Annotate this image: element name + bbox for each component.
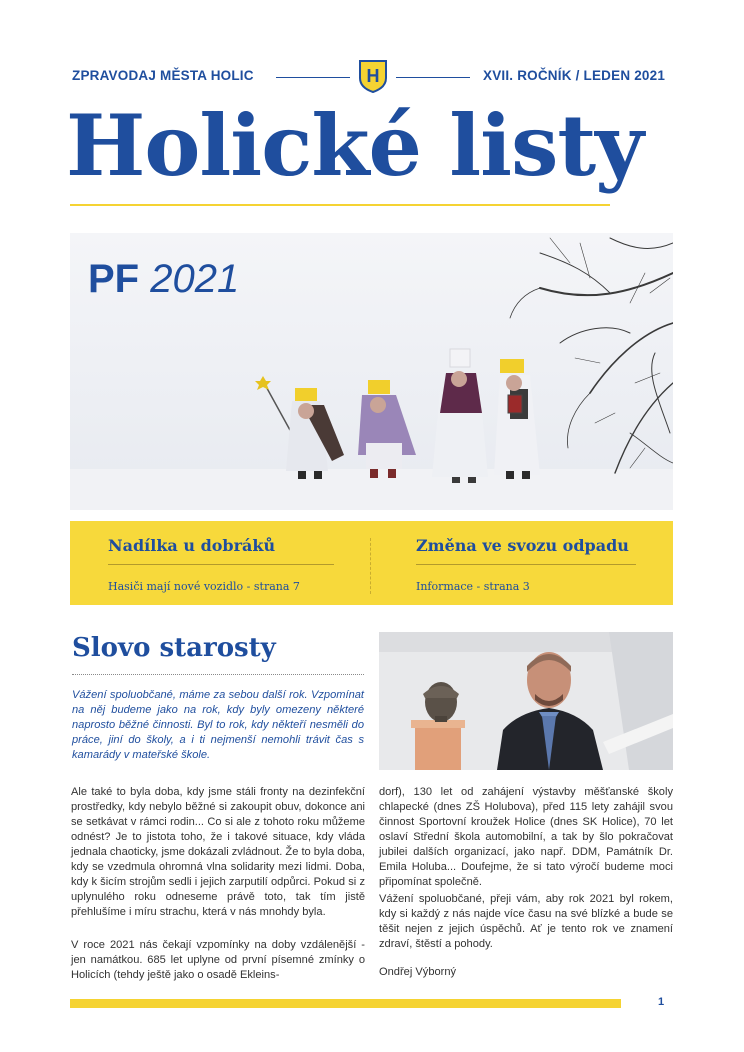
header-divider-left <box>276 77 350 78</box>
pf-year: 2021 <box>150 257 240 301</box>
pf-label: PF <box>88 257 140 301</box>
newsletter-label: ZPRAVODAJ MĚSTA HOLIC <box>72 68 254 83</box>
masthead-rule <box>70 204 610 206</box>
holice-crest-icon <box>359 60 387 93</box>
article-signature: Ondřej Výborný <box>379 966 457 978</box>
article-intro: Vážení spoluobčané, máme za sebou další rok. Vzpomínat na něj budeme jako na rok, kdy byly omezeny některé naprosto běžné činnosti. Byl to rok, kdy někteří nesměli do práce, jiní do školy, a i ti nejmenší nemohli trávit čas s kamarády v mateřské škole. <box>72 689 364 761</box>
teaser-right-rule <box>416 564 636 565</box>
teaser-right-sub[interactable]: Informace - strana 3 <box>416 580 530 593</box>
header-divider-right <box>396 77 470 78</box>
teaser-right-headline[interactable]: Změna ve svozu odpadu <box>416 536 629 555</box>
article-paragraph-3: dorf), 130 let od zahájení výstavby měšťanské školy chlapecké (dnes ZŠ Holubova), před 115 lety zahájil svou činnost Sportovní kroužek Holice (dnes SK Holice), 70 let oslaví Střední škola automobilní, a tak by šlo pokračovat jubilei dalších organizací, jako např. DDM, Památník Dr. Emila Holuba... Doufejme, že si tato výročí budeme moci připomínat společně. <box>379 786 673 888</box>
article-heading-rule <box>72 674 364 675</box>
article-paragraph-4: Vážení spoluobčané, přeji vám, aby rok 2021 byl rokem, kdy si každý z nás najde více času na své blízké a bude se těšit nejen z jejich úspěchů. Ať je tento rok ve znamení zdraví, štěstí a pohody. <box>379 893 673 950</box>
page-number: 1 <box>658 996 665 1008</box>
masthead-title: Holické listy <box>66 96 643 195</box>
article-paragraph-2: V roce 2021 nás čekají vzpomínky na doby vzdálenější - jen namátkou. 685 let uplyne od první písemné zmínky o Holicích (tehdy ještě jako o osadě Ekleins- <box>71 939 365 981</box>
teaser-left-headline[interactable]: Nadílka u dobráků <box>108 536 276 555</box>
pf-greeting <box>88 257 239 302</box>
article-paragraph-1: Ale také to byla doba, kdy jsme stáli fronty na dezinfekční prostředky, kdy nebylo běžné si zakoupit obuv, dokonce ani se setkávat v rámci rodin... Co si ale z tohoto roku můžeme odnést? Je to jistota toho, že i takové situace, kdy vláda jednala chaoticky, jsme dokázali zvládnout. Že to byla doba, kdy se vzedmula ohromná vlna solidarity mezi lidmi. Doba, kdy k šicím strojům sedli i jejich zarputilí odpůrci. Pokud si z uplynulého roku odneseme právě toto, tak tím jistě přehlušíme i míru strachu, která v nás mnohdy byla. <box>71 786 365 918</box>
article-heading: Slovo starosty <box>72 633 276 663</box>
teaser-divider <box>370 538 371 594</box>
crest-letter: H <box>366 66 380 86</box>
mayor-photo <box>379 632 673 770</box>
footer-bar <box>70 999 621 1008</box>
issue-label: XVII. ROČNÍK / LEDEN 2021 <box>483 68 666 83</box>
teaser-left-rule <box>108 564 334 565</box>
teaser-left-sub[interactable]: Hasiči mají nové vozidlo - strana 7 <box>108 580 300 593</box>
